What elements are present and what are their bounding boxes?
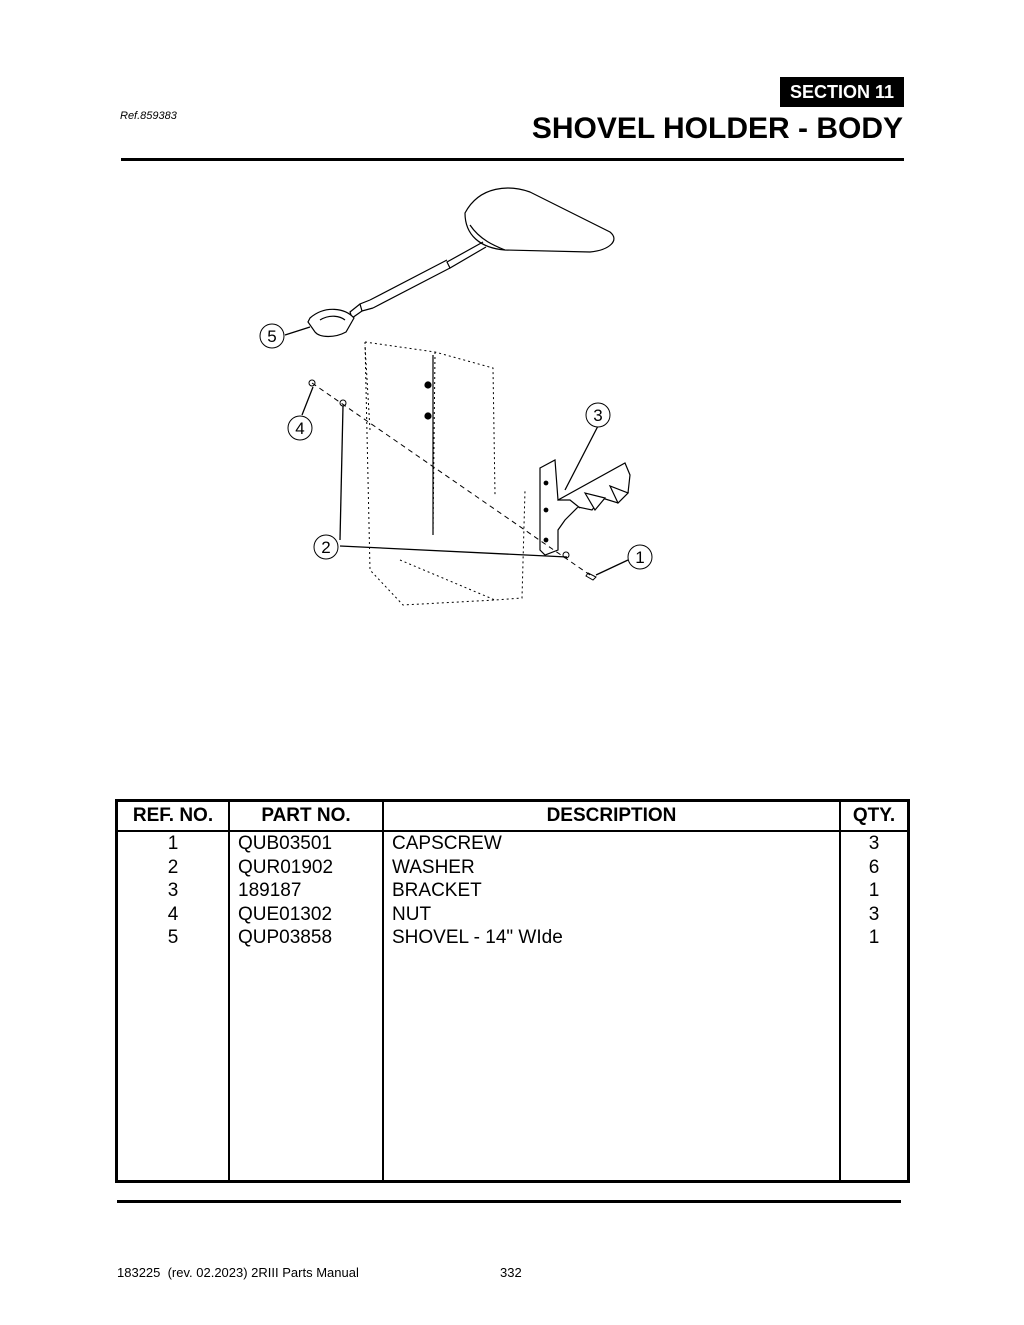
ref-no-cell: 2 [167, 856, 179, 878]
description-cell: BRACKET [383, 879, 840, 903]
section-badge: SECTION 11 [780, 77, 904, 107]
header-ref-no: REF. NO. [117, 801, 230, 832]
shovel-illustration [308, 188, 614, 336]
table-row [117, 926, 909, 950]
qty-cell: 3 [840, 903, 909, 927]
part-no-cell: QUR01902 [229, 856, 383, 880]
svg-text:3: 3 [593, 406, 603, 425]
bracket-illustration [540, 460, 630, 555]
header-part-no: PART NO. [229, 801, 383, 832]
parts-table [115, 799, 910, 1183]
callout-5 [260, 324, 284, 348]
ref-no-cell: 1 [167, 833, 179, 854]
description-cell: SHOVEL - 14" WIde [383, 926, 840, 950]
ref-no-cell: 3 [167, 880, 179, 901]
qty-cell: 3 [840, 831, 909, 856]
reference-number: Ref.859383 [120, 110, 177, 122]
header-description: DESCRIPTION [383, 801, 840, 832]
body-outline [365, 342, 525, 605]
document-info: 183225 (rev. 02.2023) 2RIII Parts Manual [117, 1265, 359, 1280]
exploded-parts-diagram [240, 180, 660, 620]
filler-cell [840, 950, 909, 1182]
table-row [117, 903, 909, 927]
svg-text:1: 1 [635, 548, 645, 567]
qty-cell: 1 [840, 879, 909, 903]
callout-1 [628, 545, 652, 569]
table-header-row [117, 801, 909, 832]
header-divider [121, 158, 904, 161]
page-number: 332 [500, 1265, 522, 1280]
table-row [117, 879, 909, 903]
part-no-cell: QUE01302 [229, 903, 383, 927]
part-no-cell: QUP03858 [229, 926, 383, 950]
part-no-cell: QUB03501 [229, 831, 383, 856]
qty-cell: 1 [840, 926, 909, 950]
footer-divider [117, 1200, 901, 1203]
filler-cell [117, 950, 230, 1182]
svg-text:4: 4 [295, 419, 305, 438]
callout-2 [314, 535, 338, 559]
svg-text:2: 2 [321, 538, 331, 557]
ref-no-cell: 4 [167, 903, 179, 925]
header-qty: QTY. [840, 801, 909, 832]
callout-4 [288, 416, 312, 440]
callout-3 [586, 403, 610, 427]
table-row [117, 831, 909, 856]
description-cell: CAPSCREW [383, 831, 840, 856]
part-no-cell: 189187 [229, 879, 383, 903]
description-cell: NUT [383, 903, 840, 927]
description-cell: WASHER [383, 856, 840, 880]
svg-text:5: 5 [267, 327, 277, 346]
table-filler-row [117, 950, 909, 1182]
body-panel [425, 355, 433, 535]
filler-cell [383, 950, 840, 1182]
ref-no-cell: 5 [167, 927, 179, 948]
filler-cell [229, 950, 383, 1182]
qty-cell: 6 [840, 856, 909, 880]
page-title: SHOVEL HOLDER - BODY [531, 112, 903, 145]
table-row [117, 856, 909, 880]
leader-lines [285, 327, 628, 575]
